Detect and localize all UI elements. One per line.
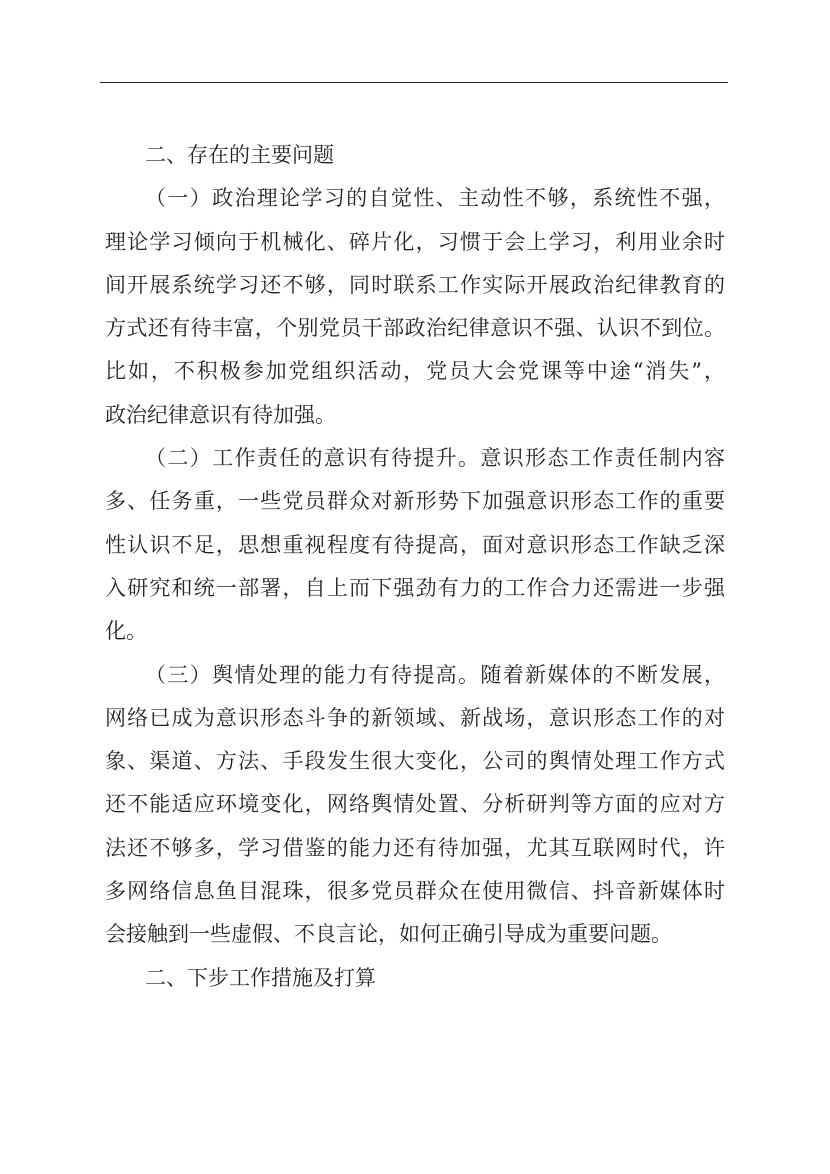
paragraph-lead: （一）政治理论学习的自觉性、主动性不够，系统性不强， (145, 186, 725, 211)
header-rule (100, 82, 728, 83)
paragraph-lead: （二）工作责任的意识有待提升。 (145, 446, 481, 471)
paragraph-line: 化。 (105, 619, 147, 644)
paragraph-line: 方式还有待丰富，个别党员干部政治纪律意识不强、认识不到位。 (105, 316, 725, 341)
paragraph-line: 间开展系统学习还不够，同时联系工作实际开展政治纪律教育的 (105, 272, 725, 297)
paragraph-line: 网络已成为意识形态斗争的新领域、新战场，意识形态工作的对 (105, 705, 725, 730)
section-heading: 二、存在的主要问题 (145, 143, 334, 167)
paragraph-2 (105, 437, 725, 653)
section-heading: 二、下步工作措施及打算 (145, 965, 376, 990)
paragraph-line: 法还不够多，学习借鉴的能力还有待加强，尤其互联网时代，许 (105, 835, 725, 860)
paragraph-lead: （三）舆情处理的能力有待提高。 (145, 662, 481, 687)
paragraph-line: 会接触到一些虚假、不良言论，如何正确引导成为重要问题。 (105, 922, 672, 947)
paragraph-text: 意识形态工作责任制内容 (480, 446, 726, 471)
paragraph-1 (105, 177, 725, 437)
document-body (105, 134, 725, 1000)
paragraph-line: 入研究和统一部署，自上而下强劲有力的工作合力还需进一步强 (105, 575, 725, 600)
paragraph-line: 比如，不积极参加党组织活动，党员大会党课等中途“消失”， (105, 359, 725, 384)
paragraph-line: 性认识不足，思想重视程度有待提高，面对意识形态工作缺乏深 (105, 532, 725, 557)
paragraph-line: 理论学习倾向于机械化、碎片化，习惯于会上学习，利用业余时 (105, 229, 725, 254)
paragraph-line: 多、任务重，一些党员群众对新形势下加强意识形态工作的重要 (105, 489, 725, 514)
paragraph-text: 随着新媒体的不断发展， (480, 662, 726, 687)
paragraph-3 (105, 654, 725, 957)
paragraph-line: 政治纪律意识有待加强。 (105, 402, 336, 427)
paragraph-line: 还不能适应环境变化，网络舆情处置、分析研判等方面的应对方 (105, 792, 725, 817)
paragraph-line: 多网络信息鱼目混珠，很多党员群众在使用微信、抖音新媒体时 (105, 879, 725, 904)
paragraph-line: 象、渠道、方法、手段发生很大变化，公司的舆情处理工作方式 (105, 749, 725, 774)
